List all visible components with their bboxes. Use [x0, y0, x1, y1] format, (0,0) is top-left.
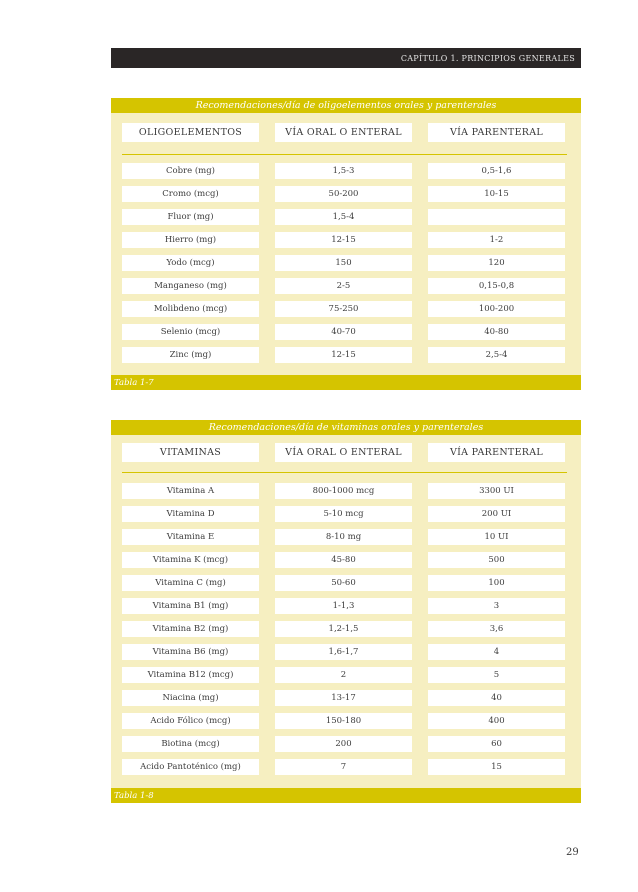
table-caption: Tabla 1-7: [111, 375, 581, 390]
table-cell: 50-200: [275, 186, 412, 202]
column-header: VITAMINAS: [122, 443, 259, 462]
table-cell: 3300 UI: [428, 483, 565, 499]
table-cell: Vitamina K (mcg): [122, 552, 259, 568]
table-cell: 1,5-4: [275, 209, 412, 225]
table-cell: 1-1,3: [275, 598, 412, 614]
table-cell: Molibdeno (mcg): [122, 301, 259, 317]
table-cell: Yodo (mcg): [122, 255, 259, 271]
table-cell: Manganeso (mg): [122, 278, 259, 294]
table-cell: 40-70: [275, 324, 412, 340]
table-cell: 12-15: [275, 347, 412, 363]
column-header: VÍA ORAL O ENTERAL: [275, 443, 412, 462]
table-cell: Vitamina C (mg): [122, 575, 259, 591]
column-header: OLIGOELEMENTOS: [122, 123, 259, 142]
table-cell: Niacina (mg): [122, 690, 259, 706]
table-cell: Cromo (mcg): [122, 186, 259, 202]
table-cell: 1,5-3: [275, 163, 412, 179]
table-cell: Vitamina D: [122, 506, 259, 522]
table-cell: 3: [428, 598, 565, 614]
table-cell: 3,6: [428, 621, 565, 637]
table-cell: 60: [428, 736, 565, 752]
table-cell: 13-17: [275, 690, 412, 706]
table-cell: 5: [428, 667, 565, 683]
table-cell: Acido Fólico (mcg): [122, 713, 259, 729]
table-cell: Vitamina B2 (mg): [122, 621, 259, 637]
column-header: VÍA ORAL O ENTERAL: [275, 123, 412, 142]
chapter-title: CAPÍTULO 1. PRINCIPIOS GENERALES: [400, 53, 575, 63]
table-cell: 1,6-1,7: [275, 644, 412, 660]
table-cell: 0,15-0,8: [428, 278, 565, 294]
table-cell: 2-5: [275, 278, 412, 294]
table-title: Recomendaciones/día de vitaminas orales y parenterales: [111, 420, 581, 435]
table-caption: Tabla 1-8: [111, 788, 581, 803]
table-cell: Vitamina B6 (mg): [122, 644, 259, 660]
table-cell: 400: [428, 713, 565, 729]
table-cell: 500: [428, 552, 565, 568]
table-cell: 100: [428, 575, 565, 591]
table-cell: 200 UI: [428, 506, 565, 522]
table-cell: 12-15: [275, 232, 412, 248]
table-cell: Vitamina E: [122, 529, 259, 545]
table-cell: 10 UI: [428, 529, 565, 545]
header-divider: [122, 154, 567, 155]
table-cell: 1-2: [428, 232, 565, 248]
table-cell: 120: [428, 255, 565, 271]
table-cell: 100-200: [428, 301, 565, 317]
table-cell: 40-80: [428, 324, 565, 340]
table-cell: Zinc (mg): [122, 347, 259, 363]
table-cell: 150-180: [275, 713, 412, 729]
table-cell: Selenio (mcg): [122, 324, 259, 340]
table-cell: 45-80: [275, 552, 412, 568]
table-cell: 200: [275, 736, 412, 752]
table-cell: [428, 209, 565, 225]
table-cell: 15: [428, 759, 565, 775]
table-cell: 0,5-1,6: [428, 163, 565, 179]
table-cell: 50-60: [275, 575, 412, 591]
table-cell: 8-10 mg: [275, 529, 412, 545]
table-cell: 2: [275, 667, 412, 683]
table-title: Recomendaciones/día de oligoelementos orales y parenterales: [111, 98, 581, 113]
table-cell: Cobre (mg): [122, 163, 259, 179]
column-header: VÍA PARENTERAL: [428, 123, 565, 142]
table-vitaminas: [111, 420, 581, 803]
table-cell: Fluor (mg): [122, 209, 259, 225]
table-cell: Vitamina B1 (mg): [122, 598, 259, 614]
table-cell: 40: [428, 690, 565, 706]
table-cell: Acido Pantoténico (mg): [122, 759, 259, 775]
table-oligoelementos: [111, 98, 581, 390]
table-cell: 150: [275, 255, 412, 271]
table-cell: 10-15: [428, 186, 565, 202]
header-divider: [122, 472, 567, 473]
chapter-header-bar: [111, 48, 581, 68]
table-cell: 7: [275, 759, 412, 775]
table-cell: 2,5-4: [428, 347, 565, 363]
table-cell: Biotina (mcg): [122, 736, 259, 752]
table-cell: 75-250: [275, 301, 412, 317]
page-number: 29: [566, 847, 579, 858]
table-cell: 5-10 mcg: [275, 506, 412, 522]
column-header: VÍA PARENTERAL: [428, 443, 565, 462]
table-cell: Vitamina B12 (mcg): [122, 667, 259, 683]
table-cell: Vitamina A: [122, 483, 259, 499]
table-cell: 1,2-1,5: [275, 621, 412, 637]
table-cell: 800-1000 mcg: [275, 483, 412, 499]
table-cell: 4: [428, 644, 565, 660]
table-cell: Hierro (mg): [122, 232, 259, 248]
